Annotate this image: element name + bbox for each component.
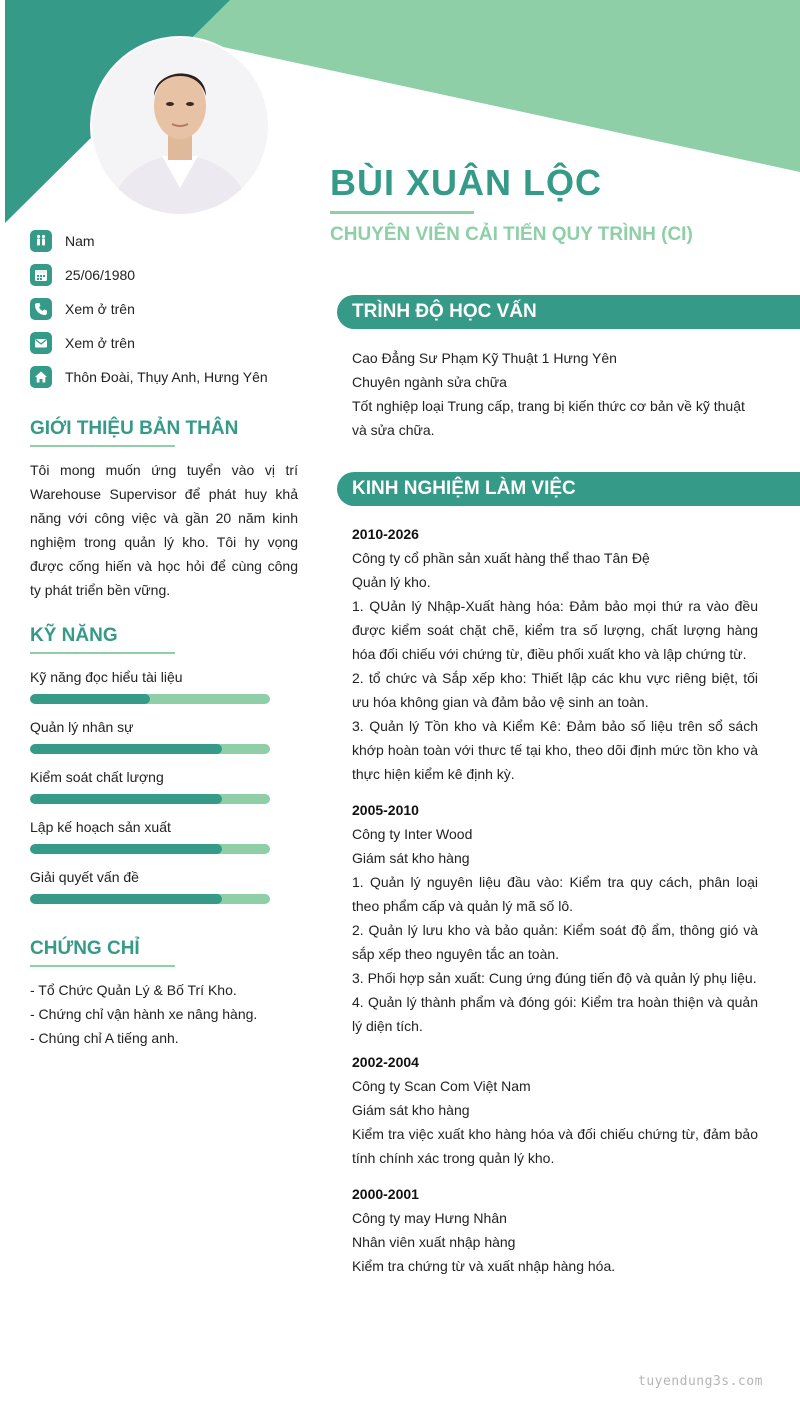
candidate-name: BÙI XUÂN LỘC [330,162,602,203]
certificates-list [30,978,300,1050]
contact-email [30,326,268,360]
experience-list [352,522,758,1290]
skill-bar-fill [30,694,150,704]
avatar [92,38,268,214]
phone-icon [30,298,52,320]
skill-name: Kiểm soát chất lượng [30,769,164,785]
experience-item [352,798,758,1038]
experience-period: 2010-2026 [352,526,419,542]
skill-item [30,816,270,866]
skill-bar [30,894,270,904]
job-title: CHUYÊN VIÊN CẢI TIẾN QUY TRÌNH (CI) [330,224,693,245]
experience-period: 2000-2001 [352,1186,419,1202]
skill-bar-fill [30,894,222,904]
skill-name: Kỹ năng đọc hiểu tài liệu [30,669,183,685]
name-underline [330,211,474,214]
experience-period: 2005-2010 [352,802,419,818]
experience-detail: 2. Quản lý lưu kho và bảo quản: Kiểm soát độ ẩm, thông gió và sắp xếp theo nguyên tắc an toàn. [352,922,758,962]
skills-list [30,666,270,916]
education-description: Tốt nghiệp loại Trung cấp, trang bị kiến thức cơ bản về kỹ thuật và sửa chữa. [352,398,745,438]
experience-company: Công ty may Hưng Nhân [352,1210,507,1226]
calendar-icon [30,264,52,286]
education-school: Cao Đẳng Sư Phạm Kỹ Thuật 1 Hưng Yên [352,350,617,366]
experience-heading: KINH NGHIỆM LÀM VIỆC [337,472,800,506]
certificates-heading: CHỨNG CHỈ [30,938,140,959]
certificate-item: - Tổ Chức Quản Lý & Bố Trí Kho. [30,982,237,998]
experience-role: Giám sát kho hàng [352,850,470,866]
experience-detail: Kiểm tra chứng từ và xuất nhập hàng hóa. [352,1258,616,1274]
experience-item [352,1050,758,1170]
experience-company: Công ty cổ phần sản xuất hàng thể thao Tân Đệ [352,550,650,566]
home-icon [30,366,52,388]
watermark: tuyendung3s.com [638,1374,763,1389]
contact-birthdate [30,258,268,292]
experience-role: Nhân viên xuất nhập hàng [352,1234,516,1250]
skill-item [30,716,270,766]
education-major: Chuyên ngành sửa chữa [352,374,507,390]
experience-period: 2002-2004 [352,1054,419,1070]
education-heading: TRÌNH ĐỘ HỌC VẤN [337,295,800,329]
intro-heading: GIỚI THIỆU BẢN THÂN [30,418,239,439]
skill-item [30,766,270,816]
skill-item [30,866,270,916]
skill-bar [30,744,270,754]
contact-address [30,360,268,394]
skill-bar [30,794,270,804]
experience-detail: 1. Quản lý nguyên liệu đầu vào: Kiểm tra quy cách, phân loại theo phẩm cấp và quản lý mã số lô. [352,874,758,914]
skills-underline [30,652,175,654]
contact-birthdate-value: 25/06/1980 [65,267,136,283]
skill-name: Giải quyết vấn đề [30,869,139,885]
contact-gender-value: Nam [65,233,95,249]
skill-bar [30,694,270,704]
experience-role: Quản lý kho. [352,574,431,590]
experience-company: Công ty Scan Com Việt Nam [352,1078,531,1094]
contact-phone-value: Xem ở trên [65,301,135,317]
experience-detail: Kiểm tra việc xuất kho hàng hóa và đối chiếu chứng từ, đảm bảo tính chính xác trong quản lý kho. [352,1126,758,1166]
intro-text: Tôi mong muốn ứng tuyển vào vị trí Warehouse Supervisor để phát huy khả năng với công việc và gần 20 năm kinh nghiệm trong quản lý kho. Tôi hy vọng được cống hiến và học hỏi để cùng công ty phát triển bền vững. [30,462,298,598]
experience-detail: 1. QUản lý Nhập-Xuất hàng hóa: Đảm bảo mọi thứ ra vào đều được kiểm soát chặt chẽ, kiểm tra số lượng, chất lượng hàng hóa đối chiếu với chứng từ, điều phối xuất kho và lập chứng từ. [352,598,758,662]
skill-bar-fill [30,844,222,854]
skill-bar [30,844,270,854]
certificates-underline [30,965,175,967]
contact-list [30,224,268,394]
skill-bar-fill [30,794,222,804]
experience-role: Giám sát kho hàng [352,1102,470,1118]
skill-name: Lập kế hoạch sản xuất [30,819,171,835]
experience-item [352,522,758,786]
intro-underline [30,445,175,447]
education-content [352,346,760,442]
experience-detail: 3. Quản lý Tồn kho và Kiểm Kê: Đảm bảo số liệu trên sổ sách khớp hoàn toàn với thưc tế tại kho, theo dõi định mức tồn kho và thực hiện kiểm kê định kỳ. [352,718,758,782]
experience-detail: 3. Phối hợp sản xuất: Cung ứng đúng tiến độ và quản lý phụ liệu. [352,970,757,986]
certificate-item: - Chứng chỉ vận hành xe nâng hàng. [30,1006,258,1022]
email-icon [30,332,52,354]
experience-detail: 2. tổ chức và Sắp xếp kho: Thiết lập các khu vực riêng biệt, tối ưu hóa không gian và đảm bảo vệ sinh an toàn. [352,670,758,710]
skills-heading: KỸ NĂNG [30,625,118,646]
contact-phone [30,292,268,326]
contact-email-value: Xem ở trên [65,335,135,351]
experience-company: Công ty Inter Wood [352,826,473,842]
contact-gender [30,224,268,258]
experience-detail: 4. Quản lý thành phẩm và đóng gói: Kiểm tra hoàn thiện và quản lý diện tích. [352,994,758,1034]
skill-item [30,666,270,716]
certificate-item: - Chúng chỉ A tiếng anh. [30,1030,179,1046]
contact-address-value: Thôn Đoài, Thụy Anh, Hưng Yên [65,369,268,385]
skill-bar-fill [30,744,222,754]
skill-name: Quản lý nhân sự [30,719,134,735]
gender-icon [30,230,52,252]
experience-item [352,1182,758,1278]
